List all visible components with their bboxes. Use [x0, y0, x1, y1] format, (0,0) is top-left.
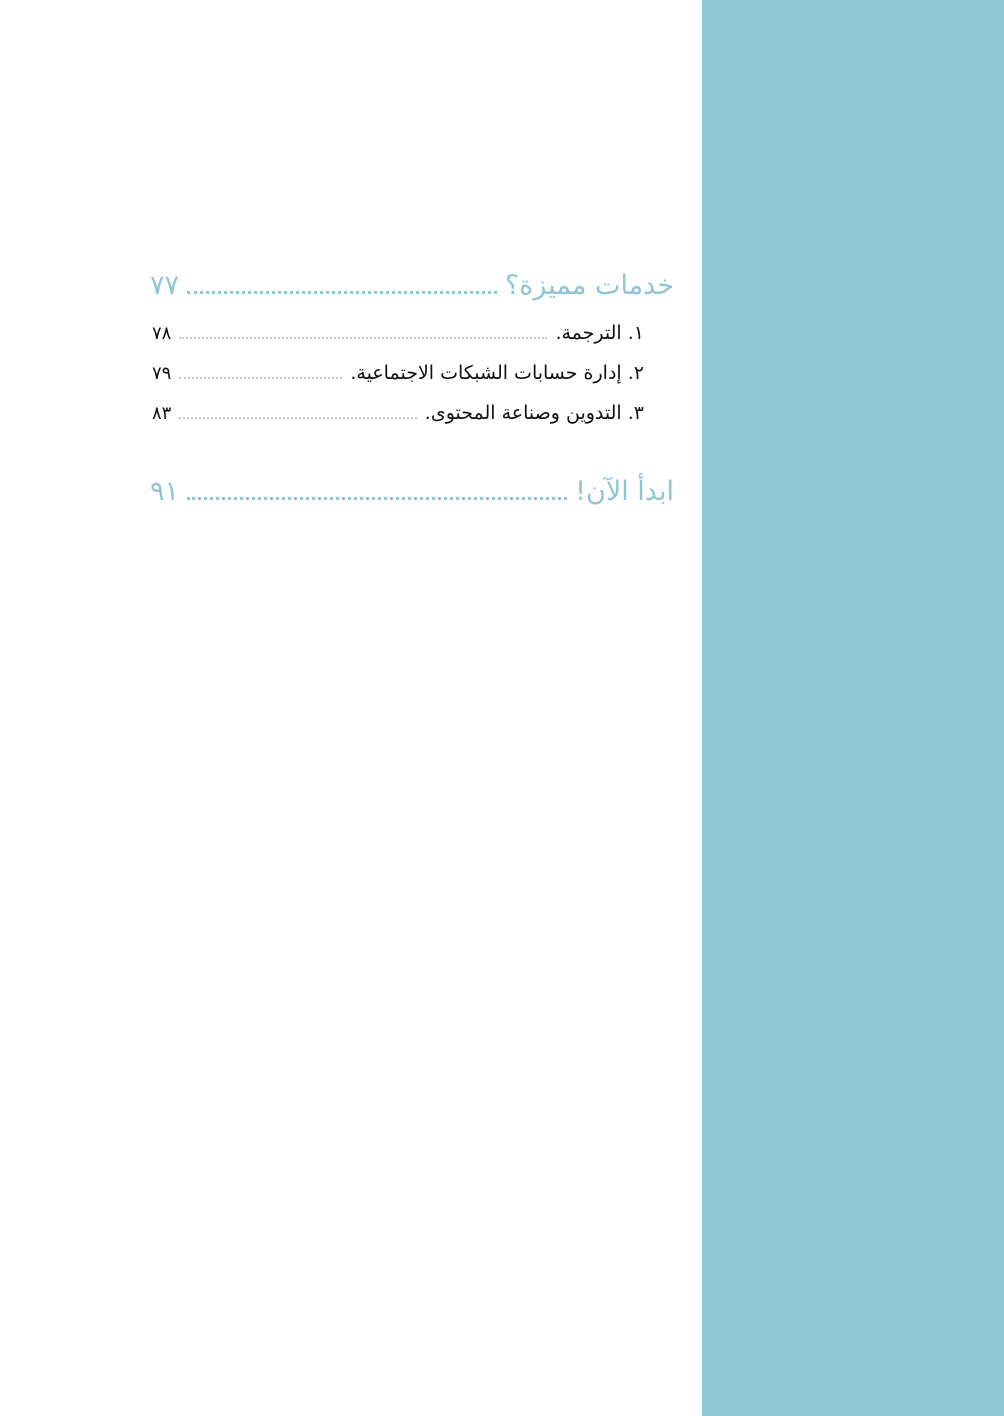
section-gap: [150, 442, 674, 476]
toc-section-start-now[interactable]: [150, 476, 674, 528]
toc-section-services[interactable]: [150, 270, 674, 322]
toc-item-title: ٣. التدوين وصناعة المحتوى.: [424, 402, 644, 424]
toc-item-translation[interactable]: [150, 322, 674, 362]
dot-leader: [187, 291, 497, 294]
table-of-contents: [150, 270, 674, 528]
toc-item-social-media[interactable]: [150, 362, 674, 402]
toc-item-blogging[interactable]: [150, 402, 674, 442]
toc-page-number: ٧٩: [152, 363, 172, 384]
dot-leader: [187, 497, 567, 500]
toc-item-title: ٢. إدارة حسابات الشبكات الاجتماعية.: [350, 362, 644, 384]
toc-page-number: ٨٣: [152, 403, 172, 424]
toc-section-title: ابدأ الآن!: [575, 476, 674, 507]
toc-item-title: ١. الترجمة.: [555, 322, 644, 344]
toc-section-title: خدمات مميزة؟: [504, 270, 674, 301]
dot-leader: [179, 337, 547, 339]
side-color-band: [702, 0, 1004, 1416]
dot-leader: [179, 417, 416, 419]
toc-page-number: ٧٧: [150, 270, 180, 301]
toc-page-number: ٩١: [150, 476, 180, 507]
dot-leader: [179, 377, 342, 379]
toc-page-number: ٧٨: [152, 323, 172, 344]
